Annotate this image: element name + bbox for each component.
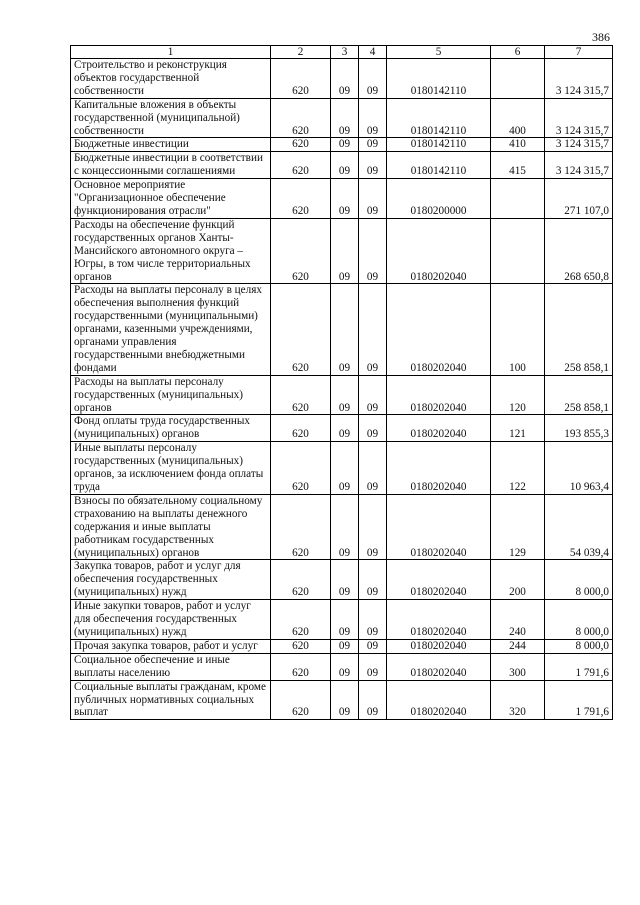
target-article-cell: 0180202040 bbox=[387, 284, 491, 375]
ved-code-cell: 620 bbox=[271, 442, 331, 495]
subsection-code-cell: 09 bbox=[359, 138, 387, 152]
expense-type-cell: 122 bbox=[491, 442, 545, 495]
ved-code-cell: 620 bbox=[271, 138, 331, 152]
ved-code-cell: 620 bbox=[271, 152, 331, 179]
subsection-code-cell: 09 bbox=[359, 653, 387, 680]
target-article-cell: 0180202040 bbox=[387, 415, 491, 442]
table-row bbox=[71, 560, 613, 600]
subsection-code-cell: 09 bbox=[359, 680, 387, 720]
amount-cell: 271 107,0 bbox=[545, 179, 613, 219]
subsection-code-cell: 09 bbox=[359, 442, 387, 495]
section-code-cell: 09 bbox=[331, 442, 359, 495]
subsection-code-cell: 09 bbox=[359, 59, 387, 99]
table-row bbox=[71, 442, 613, 495]
header-row bbox=[71, 46, 613, 59]
ved-code-cell: 620 bbox=[271, 415, 331, 442]
row-name-cell: Социальное обеспечение и иные выплаты населению bbox=[71, 653, 271, 680]
target-article-cell: 0180142110 bbox=[387, 138, 491, 152]
table-row bbox=[71, 98, 613, 138]
section-code-cell: 09 bbox=[331, 680, 359, 720]
amount-cell: 1 791,6 bbox=[545, 680, 613, 720]
table-row bbox=[71, 375, 613, 415]
amount-cell: 258 858,1 bbox=[545, 375, 613, 415]
target-article-cell: 0180202040 bbox=[387, 560, 491, 600]
amount-cell: 8 000,0 bbox=[545, 560, 613, 600]
amount-cell: 8 000,0 bbox=[545, 600, 613, 640]
row-name-cell: Бюджетные инвестиции bbox=[71, 138, 271, 152]
amount-cell: 268 650,8 bbox=[545, 218, 613, 284]
table-row bbox=[71, 59, 613, 99]
expense-type-cell: 320 bbox=[491, 680, 545, 720]
target-article-cell: 0180200000 bbox=[387, 179, 491, 219]
row-name-cell: Расходы на обеспечение функций государственных органов Ханты-Мансийского автономного округа – Югры, в том числе территориальных органов bbox=[71, 218, 271, 284]
subsection-code-cell: 09 bbox=[359, 600, 387, 640]
table-row bbox=[71, 653, 613, 680]
column-header: 3 bbox=[331, 46, 359, 59]
section-code-cell: 09 bbox=[331, 600, 359, 640]
column-header: 5 bbox=[387, 46, 491, 59]
amount-cell: 8 000,0 bbox=[545, 639, 613, 653]
subsection-code-cell: 09 bbox=[359, 415, 387, 442]
section-code-cell: 09 bbox=[331, 138, 359, 152]
ved-code-cell: 620 bbox=[271, 653, 331, 680]
amount-cell: 1 791,6 bbox=[545, 653, 613, 680]
row-name-cell: Социальные выплаты гражданам, кроме публичных нормативных социальных выплат bbox=[71, 680, 271, 720]
section-code-cell: 09 bbox=[331, 59, 359, 99]
subsection-code-cell: 09 bbox=[359, 639, 387, 653]
ved-code-cell: 620 bbox=[271, 600, 331, 640]
expense-type-cell: 129 bbox=[491, 494, 545, 560]
ved-code-cell: 620 bbox=[271, 218, 331, 284]
expense-type-cell: 300 bbox=[491, 653, 545, 680]
row-name-cell: Строительство и реконструкция объектов государственной собственности bbox=[71, 59, 271, 99]
budget-table bbox=[70, 45, 613, 720]
section-code-cell: 09 bbox=[331, 375, 359, 415]
row-name-cell: Закупка товаров, работ и услуг для обеспечения государственных (муниципальных) нужд bbox=[71, 560, 271, 600]
target-article-cell: 0180202040 bbox=[387, 218, 491, 284]
expense-type-cell bbox=[491, 218, 545, 284]
target-article-cell: 0180202040 bbox=[387, 600, 491, 640]
ved-code-cell: 620 bbox=[271, 680, 331, 720]
column-header: 6 bbox=[491, 46, 545, 59]
ved-code-cell: 620 bbox=[271, 375, 331, 415]
subsection-code-cell: 09 bbox=[359, 284, 387, 375]
target-article-cell: 0180202040 bbox=[387, 375, 491, 415]
section-code-cell: 09 bbox=[331, 639, 359, 653]
target-article-cell: 0180202040 bbox=[387, 639, 491, 653]
expense-type-cell: 100 bbox=[491, 284, 545, 375]
column-header: 2 bbox=[271, 46, 331, 59]
row-name-cell: Иные закупки товаров, работ и услуг для обеспечения государственных (муниципальных) нужд bbox=[71, 600, 271, 640]
amount-cell: 54 039,4 bbox=[545, 494, 613, 560]
ved-code-cell: 620 bbox=[271, 639, 331, 653]
section-code-cell: 09 bbox=[331, 653, 359, 680]
subsection-code-cell: 09 bbox=[359, 152, 387, 179]
section-code-cell: 09 bbox=[331, 218, 359, 284]
row-name-cell: Взносы по обязательному социальному страхованию на выплаты денежного содержания и иные выплаты работникам государственных (муниципальных) органов bbox=[71, 494, 271, 560]
ved-code-cell: 620 bbox=[271, 179, 331, 219]
expense-type-cell: 244 bbox=[491, 639, 545, 653]
subsection-code-cell: 09 bbox=[359, 375, 387, 415]
ved-code-cell: 620 bbox=[271, 284, 331, 375]
table-row bbox=[71, 680, 613, 720]
table-row bbox=[71, 179, 613, 219]
row-name-cell: Расходы на выплаты персоналу государственных (муниципальных) органов bbox=[71, 375, 271, 415]
row-name-cell: Бюджетные инвестиции в соответствии с концессионными соглашениями bbox=[71, 152, 271, 179]
table-row bbox=[71, 494, 613, 560]
amount-cell: 258 858,1 bbox=[545, 284, 613, 375]
expense-type-cell bbox=[491, 179, 545, 219]
row-name-cell: Капитальные вложения в объекты государственной (муниципальной) собственности bbox=[71, 98, 271, 138]
target-article-cell: 0180202040 bbox=[387, 442, 491, 495]
column-header: 1 bbox=[71, 46, 271, 59]
table-row bbox=[71, 600, 613, 640]
target-article-cell: 0180202040 bbox=[387, 494, 491, 560]
section-code-cell: 09 bbox=[331, 560, 359, 600]
subsection-code-cell: 09 bbox=[359, 98, 387, 138]
row-name-cell: Основное мероприятие "Организационное обеспечение функционирования отрасли" bbox=[71, 179, 271, 219]
amount-cell: 3 124 315,7 bbox=[545, 59, 613, 99]
ved-code-cell: 620 bbox=[271, 494, 331, 560]
table-row bbox=[71, 415, 613, 442]
subsection-code-cell: 09 bbox=[359, 218, 387, 284]
section-code-cell: 09 bbox=[331, 415, 359, 442]
amount-cell: 193 855,3 bbox=[545, 415, 613, 442]
section-code-cell: 09 bbox=[331, 179, 359, 219]
amount-cell: 3 124 315,7 bbox=[545, 98, 613, 138]
amount-cell: 3 124 315,7 bbox=[545, 152, 613, 179]
subsection-code-cell: 09 bbox=[359, 560, 387, 600]
section-code-cell: 09 bbox=[331, 494, 359, 560]
target-article-cell: 0180202040 bbox=[387, 680, 491, 720]
expense-type-cell: 240 bbox=[491, 600, 545, 640]
table-row bbox=[71, 639, 613, 653]
amount-cell: 3 124 315,7 bbox=[545, 138, 613, 152]
expense-type-cell: 121 bbox=[491, 415, 545, 442]
ved-code-cell: 620 bbox=[271, 98, 331, 138]
section-code-cell: 09 bbox=[331, 98, 359, 138]
subsection-code-cell: 09 bbox=[359, 494, 387, 560]
subsection-code-cell: 09 bbox=[359, 179, 387, 219]
target-article-cell: 0180142110 bbox=[387, 152, 491, 179]
expense-type-cell: 120 bbox=[491, 375, 545, 415]
target-article-cell: 0180142110 bbox=[387, 98, 491, 138]
ved-code-cell: 620 bbox=[271, 59, 331, 99]
column-header: 7 bbox=[545, 46, 613, 59]
target-article-cell: 0180142110 bbox=[387, 59, 491, 99]
section-code-cell: 09 bbox=[331, 152, 359, 179]
section-code-cell: 09 bbox=[331, 284, 359, 375]
table-row bbox=[71, 138, 613, 152]
column-header: 4 bbox=[359, 46, 387, 59]
row-name-cell: Прочая закупка товаров, работ и услуг bbox=[71, 639, 271, 653]
target-article-cell: 0180202040 bbox=[387, 653, 491, 680]
row-name-cell: Расходы на выплаты персоналу в целях обеспечения выполнения функций государственными (муниципальными) органами, казенными учреждениями, органами управления государственными внебюджетными фондами bbox=[71, 284, 271, 375]
ved-code-cell: 620 bbox=[271, 560, 331, 600]
row-name-cell: Фонд оплаты труда государственных (муниципальных) органов bbox=[71, 415, 271, 442]
table-row bbox=[71, 152, 613, 179]
expense-type-cell: 410 bbox=[491, 138, 545, 152]
page-number: 386 bbox=[592, 30, 610, 44]
expense-type-cell: 200 bbox=[491, 560, 545, 600]
amount-cell: 10 963,4 bbox=[545, 442, 613, 495]
row-name-cell: Иные выплаты персоналу государственных (муниципальных) органов, за исключением фонда оплаты труда bbox=[71, 442, 271, 495]
table-row bbox=[71, 284, 613, 375]
expense-type-cell bbox=[491, 59, 545, 99]
expense-type-cell: 415 bbox=[491, 152, 545, 179]
table-row bbox=[71, 218, 613, 284]
expense-type-cell: 400 bbox=[491, 98, 545, 138]
